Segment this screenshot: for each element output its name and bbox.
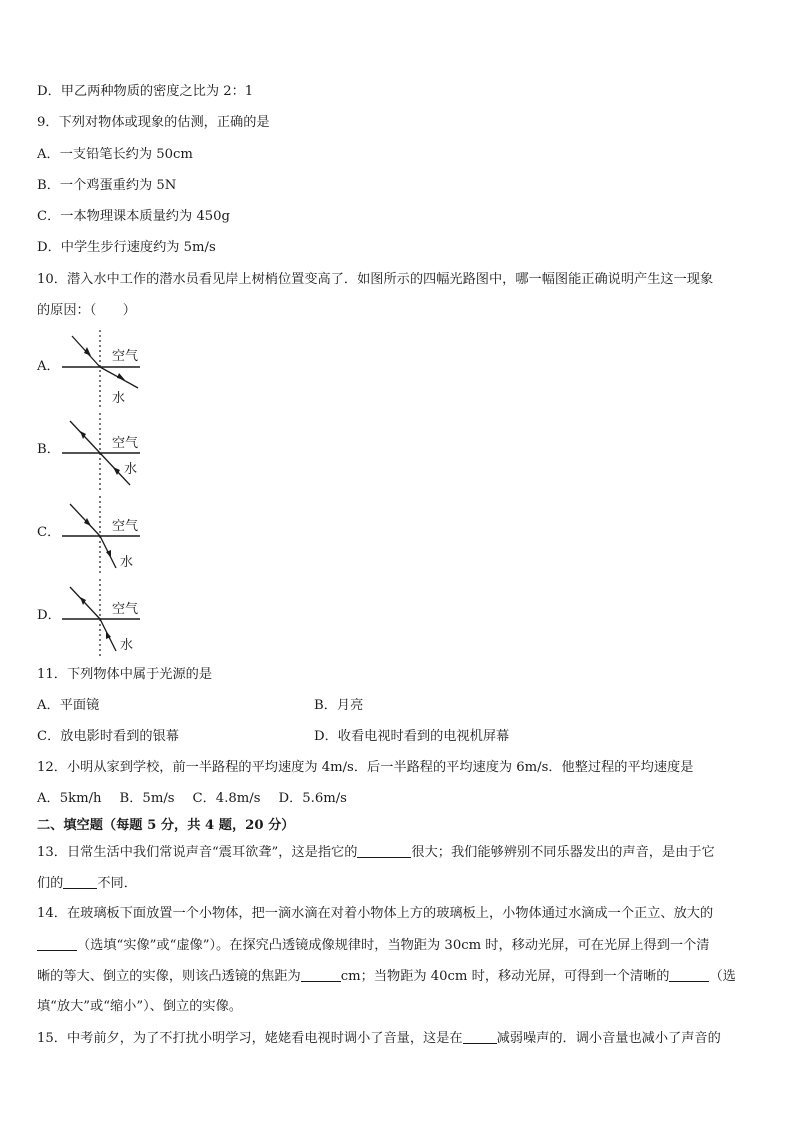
q9-option-a: A．一支铅笔长约为 50cm (37, 147, 193, 162)
q13-line2 (37, 874, 137, 893)
q12-option-a: A．5km/h (37, 791, 102, 806)
q11-stem: 11．下列物体中属于光源的是 (37, 667, 213, 682)
q14-text-2: （选填“实像”或“虚像”）。在探究凸透镜成像规律时，当物距为 30cm 时，移动光屏，可在光屏上得到一个清 (77, 938, 710, 953)
q11-option-b: B．月亮 (314, 698, 364, 713)
q11-option-a: A．平面镜 (37, 698, 100, 713)
q12-options (37, 790, 365, 808)
q13-line1 (37, 843, 715, 862)
q10-diagram-b-water: 水 (124, 462, 138, 477)
q10-diagram-a (62, 330, 172, 410)
q10-stem-line1: 10．潜入水中工作的潜水员看见岸上树梢位置变高了．如图所示的四幅光路图中，哪一幅图能正确说明产生这一现象 (37, 272, 714, 287)
q13-blank-2[interactable] (63, 874, 97, 889)
q13-text-1: 13．日常生活中我们常说声音“震耳欲聋”，这是指它的 (37, 845, 358, 860)
q9-option-c: C．一本物理课本质量约为 450g (37, 209, 230, 224)
q14-line3 (37, 967, 736, 986)
q15-blank-1[interactable] (463, 1029, 497, 1044)
q14-blank-3[interactable] (669, 967, 709, 982)
q11-option-d: D．收看电视时看到的电视机屏幕 (314, 729, 510, 744)
q15-text-2: 减弱噪声的．调小音量也减小了声音的 (496, 1031, 721, 1046)
q13-text-4: 不同． (97, 876, 137, 891)
q10-diagram-a-air: 空气 (112, 349, 139, 364)
q14-text-4: cm；当物距为 40cm 时，移动光屏，可得到一个清晰的 (340, 969, 670, 984)
q10-diagram-d-water: 水 (120, 638, 134, 653)
q14-line2 (37, 936, 709, 955)
q13-blank-1[interactable] (357, 843, 411, 858)
q10-stem-line2: 的原因：（ ） (37, 303, 136, 318)
q14-text-5: （选 (709, 969, 736, 984)
q13-text-2: 很大；我们能够辨别不同乐器发出的声音，是由于它 (411, 845, 715, 860)
section-2-title: 二、填空题（每题 5 分，共 4 题，20 分） (37, 818, 295, 833)
q10-diagram-a-label: A． (37, 359, 60, 374)
q15-text-1: 15．中考前夕，为了不打扰小明学习，姥姥看电视时调小了音量，这是在 (37, 1031, 463, 1046)
q10-diagram-b (62, 413, 172, 493)
q10-diagram-c-water: 水 (120, 555, 134, 570)
q12-option-b: B．5m/s (119, 791, 175, 806)
q14-line1: 14．在玻璃板下面放置一个小物体，把一滴水滴在对着小物体上方的玻璃板上，小物体通过水滴成一个正立、放大的 (37, 906, 714, 921)
q10-diagram-d (62, 579, 172, 659)
q10-diagram-d-air: 空气 (112, 602, 139, 617)
q14-text-3: 晰的等大、倒立的实像，则该凸透镜的焦距为 (37, 969, 301, 984)
q10-diagram-c-label: C． (37, 525, 61, 540)
q12-stem: 12．小明从家到学校，前一半路程的平均速度为 4m/s．后一半路程的平均速度为 6m/s．他整过程的平均速度是 (37, 760, 694, 775)
q14-blank-2[interactable] (301, 967, 341, 982)
q10-diagram-c (62, 496, 172, 576)
q8-option-d: D．甲乙两种物质的密度之比为 2：1 (37, 84, 254, 99)
q11-option-c: C．放电影时看到的银幕 (37, 729, 179, 744)
q10-diagram-d-label: D． (37, 608, 61, 623)
q14-line4: 填“放大”或“缩小”）、倒立的实像。 (37, 999, 242, 1014)
q10-diagram-c-air: 空气 (112, 519, 139, 534)
q12-option-d: D．5.6m/s (278, 791, 347, 806)
q9-option-d: D．中学生步行速度约为 5m/s (37, 240, 216, 255)
q12-option-c: C．4.8m/s (192, 791, 261, 806)
q10-diagram-a-water: 水 (112, 391, 126, 406)
q14-blank-1[interactable] (37, 936, 77, 951)
q15-line1 (37, 1029, 721, 1048)
q9-stem: 9．下列对物体或现象的估测，正确的是 (37, 115, 270, 130)
q10-diagram-b-air: 空气 (112, 436, 139, 451)
q13-text-3: 们的 (37, 876, 64, 891)
q10-diagram-b-label: B． (37, 442, 60, 457)
q9-option-b: B．一个鸡蛋重约为 5N (37, 178, 177, 193)
